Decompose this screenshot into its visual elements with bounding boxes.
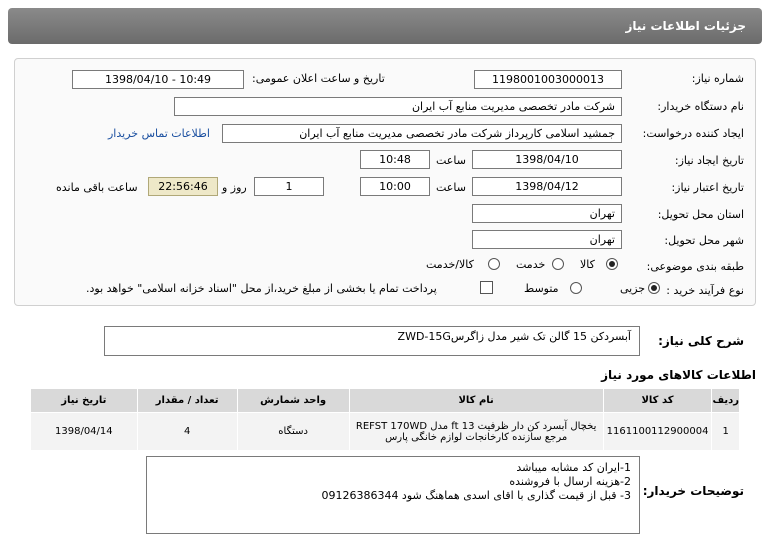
city-field[interactable]: تهران [472, 230, 622, 249]
table-row[interactable] [31, 413, 740, 451]
process-medium-radio[interactable] [570, 282, 582, 294]
goods-section-title: اطلاعات کالاهای مورد نیاز [601, 368, 756, 382]
col-code: کد کالا [603, 389, 712, 413]
treasury-payment-checkbox[interactable] [480, 281, 493, 294]
category-goods-service-radio[interactable] [488, 258, 500, 270]
goods-table [30, 388, 740, 451]
need-number-field[interactable]: 1198001003000013 [474, 70, 622, 89]
valid-date-label: تاریخ اعتبار نیاز: [671, 181, 744, 194]
remaining-label: ساعت باقی مانده [56, 181, 138, 194]
description-label: شرح کلی نیاز: [658, 334, 744, 348]
cell-qty: 4 [137, 413, 237, 451]
col-row: ردیف [712, 389, 740, 413]
cell-code: 1161100112900004 [603, 413, 712, 451]
notes-field[interactable] [146, 456, 640, 534]
notes-line: 2-هزینه ارسال با فروشنده [509, 475, 631, 488]
notes-line: 1-ایران کد مشابه میباشد [516, 461, 631, 474]
page-title: جزئیات اطلاعات نیاز [625, 19, 746, 33]
category-service-label: خدمت [516, 258, 546, 271]
province-label: استان محل تحویل: [657, 208, 744, 221]
goods-table-header [31, 389, 740, 413]
created-time-label: ساعت [436, 154, 466, 167]
cell-name: یخچال آبسرد کن دار ظرفیت 13 ft مدل REFST 170WD مرجع سازنده کارخانجات لوازم خانگی پارس [349, 413, 603, 451]
valid-time-field[interactable]: 10:00 [360, 177, 430, 196]
category-goods-label: کالا [580, 258, 595, 271]
process-medium-label: متوسط [524, 282, 559, 295]
notes-label: توضیحات خریدار: [642, 484, 744, 498]
page-header [8, 8, 762, 44]
col-name: نام کالا [349, 389, 603, 413]
treasury-payment-note: پرداخت تمام یا بخشی از مبلغ خرید،از محل "اسناد خزانه اسلامی" خواهد بود. [86, 282, 437, 295]
col-date: تاریخ نیاز [31, 389, 138, 413]
process-minor-label: جزیی [620, 282, 646, 295]
announce-label: تاریخ و ساعت اعلان عمومی: [252, 72, 385, 85]
category-service-radio[interactable] [552, 258, 564, 270]
category-goods-radio[interactable] [606, 258, 618, 270]
category-goods-service-label: کالا/خدمت [426, 258, 474, 271]
notes-line: 3- قبل از قیمت گذاری با اقای اسدی هماهنگ شود 09126386344 [321, 489, 631, 502]
cell-row: 1 [712, 413, 740, 451]
created-date-label: تاریخ ایجاد نیاز: [674, 154, 744, 167]
province-field[interactable]: تهران [472, 204, 622, 223]
buyer-org-field[interactable]: شرکت مادر تخصصی مدیریت منابع آب ایران [174, 97, 622, 116]
valid-time-label: ساعت [436, 181, 466, 194]
category-label: طبقه بندی موضوعی: [646, 260, 744, 273]
col-qty: تعداد / مقدار [137, 389, 237, 413]
created-time-field[interactable]: 10:48 [360, 150, 430, 169]
process-minor-radio[interactable] [648, 282, 660, 294]
process-label: نوع فرآیند خرید : [666, 284, 744, 297]
announce-field[interactable]: 1398/04/10 - 10:49 [72, 70, 244, 89]
created-date-field[interactable]: 1398/04/10 [472, 150, 622, 169]
city-label: شهر محل تحویل: [664, 234, 744, 247]
col-unit: واحد شمارش [237, 389, 349, 413]
valid-date-field[interactable]: 1398/04/12 [472, 177, 622, 196]
cell-unit: دستگاه [237, 413, 349, 451]
days-field[interactable]: 1 [254, 177, 324, 196]
remaining-time-field: 22:56:46 [148, 177, 218, 196]
cell-date: 1398/04/14 [31, 413, 138, 451]
description-field[interactable]: آبسردکن 15 گالن تک شیر مدل زاگرسZWD-15G [104, 326, 640, 356]
requester-field[interactable]: جمشید اسلامی کارپرداز شرکت مادر تخصصی مدیریت منابع آب ایران [222, 124, 622, 143]
need-number-label: شماره نیاز: [691, 72, 744, 85]
buyer-org-label: نام دستگاه خریدار: [657, 100, 744, 113]
requester-label: ایجاد کننده درخواست: [642, 127, 744, 140]
days-label: روز و [222, 181, 247, 194]
buyer-contact-link[interactable]: اطلاعات تماس خریدار [108, 127, 210, 140]
